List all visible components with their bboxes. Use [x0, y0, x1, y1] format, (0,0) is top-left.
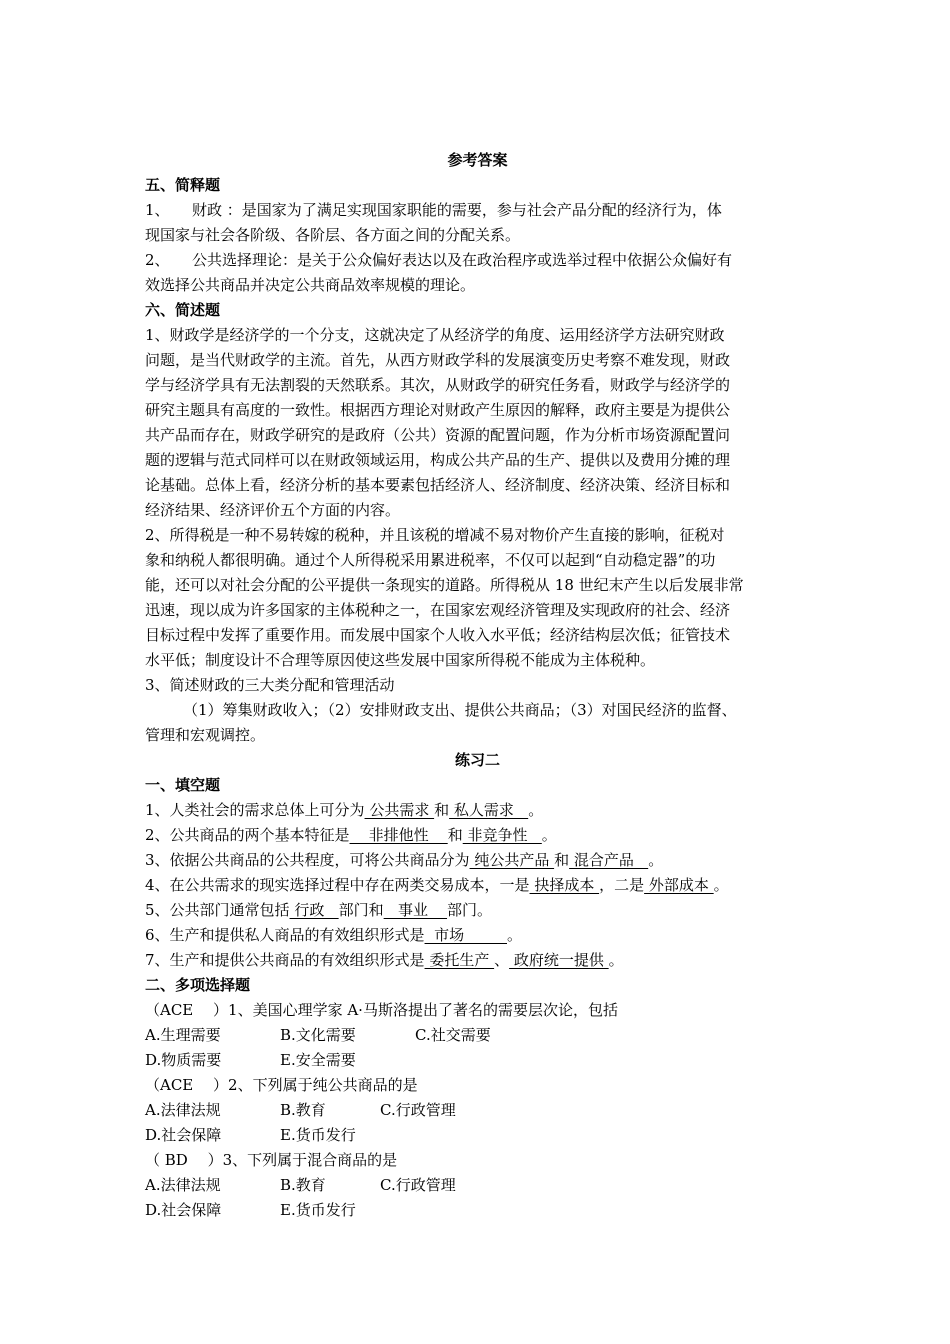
sec6-item2-line: 水平低；制度设计不合理等原因使这些发展中国家所得税不能成为主体税种。: [145, 651, 656, 669]
section-6-heading: 六、简述题: [145, 301, 221, 319]
sec6-item3-title: 3、简述财政的三大类分配和管理活动: [145, 676, 395, 694]
fill-q2-end: 。: [541, 826, 557, 844]
option: E.货币发行: [280, 1201, 356, 1219]
option: A.生理需要: [145, 1026, 221, 1044]
fill-q3-mid: 和: [554, 851, 570, 869]
fill-q7-mid: 、: [494, 951, 510, 969]
sec6-item1-line: 经济结果、经济评价五个方面的内容。: [145, 501, 401, 519]
fill-q5-mid: 部门和: [338, 901, 384, 919]
fill-q1-mid: 和: [434, 801, 450, 819]
fill-q2-answer-1: 非排他性: [349, 826, 448, 844]
fill-q7-end: 。: [608, 951, 624, 969]
option: E.货币发行: [280, 1126, 356, 1144]
fill-q3-answer-2: 混合产品: [569, 851, 649, 869]
fill-q6-end: 。: [507, 926, 523, 944]
sec5-item2-line1: 2、 公共选择理论：是关于公众偏好表达以及在政治程序或选举过程中依据公众偏好有: [145, 251, 733, 269]
sec5-item1-line2: 现国家与社会各阶级、各阶层、各方面之间的分配关系。: [145, 226, 521, 244]
option: D.物质需要: [145, 1051, 222, 1069]
fill-q7: [145, 948, 810, 973]
fill-q4-answer-2: 外部成本: [644, 876, 714, 894]
fill-q1-end: 。: [528, 801, 544, 819]
fill-q5-text: 5、公共部门通常包括: [145, 901, 290, 919]
option: A.法律法规: [145, 1101, 221, 1119]
option: C.社交需要: [415, 1026, 491, 1044]
fill-q4-answer-1: 抉择成本: [529, 876, 600, 894]
section-5-heading: 五、简释题: [145, 176, 221, 194]
fill-q6: [145, 923, 810, 948]
fill-q4: [145, 873, 810, 898]
option: B.教育: [280, 1176, 326, 1194]
multi-q2-options-row2: [145, 1123, 810, 1148]
fill-q7-text: 7、生产和提供公共商品的有效组织形式是: [145, 951, 425, 969]
sec6-item1-line: 学与经济学具有无法割裂的天然联系。其次，从财政学的研究任务看，财政学与经济学的: [145, 376, 731, 394]
sec5-item1-line1: 1、 财政 ：是国家为了满足实现国家职能的需要，参与社会产品分配的经济行为，体: [145, 201, 722, 219]
fill-heading: 一、填空题: [145, 776, 221, 794]
option: C.行政管理: [380, 1101, 456, 1119]
multi-q3-options-row2: [145, 1198, 810, 1223]
sec6-item1-line: 研究主题具有高度的一致性。根据西方理论对财政产生原因的解释，政府主要是为提供公: [145, 401, 731, 419]
sec6-item2-line: 目标过程中发挥了重要作用。而发展中国家个人收入水平低；经济结构层次低；征管技术: [145, 626, 731, 644]
option: C.行政管理: [380, 1176, 456, 1194]
multi-heading: 二、多项选择题: [145, 976, 251, 994]
multi-q2-stem: （ACE ）2、下列属于纯公共商品的是: [145, 1076, 418, 1094]
multi-q1-options-row2: [145, 1048, 810, 1073]
fill-q3-answer-1: 纯公共产品: [469, 851, 555, 869]
option: B.文化需要: [280, 1026, 356, 1044]
fill-q1-answer-2: 私人需求: [449, 801, 529, 819]
fill-q3-text: 3、依据公共商品的公共程度，可将公共商品分为: [145, 851, 470, 869]
multi-q1-options-row1: [145, 1023, 810, 1048]
sec6-item3-line1: （1）筹集财政收入；（2）安排财政支出、提供公共商品；（3）对国民经济的监督、: [183, 701, 737, 719]
fill-q6-text: 6、生产和提供私人商品的有效组织形式是: [145, 926, 425, 944]
fill-q2-mid: 和: [447, 826, 463, 844]
fill-q2: [145, 823, 810, 848]
fill-q4-mid: ，二是: [599, 876, 645, 894]
fill-q3-end: 。: [648, 851, 664, 869]
fill-q1-answer-1: 公共需求: [364, 801, 435, 819]
sec5-item2-line2: 效选择公共商品并决定公共商品效率规模的理论。: [145, 276, 476, 294]
fill-q5-end: 部门。: [447, 901, 493, 919]
multi-q3-stem: （ BD ）3、下列属于混合商品的是: [145, 1151, 398, 1169]
sec6-item2-line: 迅速，现以成为许多国家的主体税种之一，在国家宏观经济管理及实现政府的社会、经济: [145, 601, 731, 619]
sec6-item2-line: 2、所得税是一种不易转嫁的税种，并且该税的增减不易对物价产生直接的影响，征税对: [145, 526, 725, 544]
fill-q1-text: 1、人类社会的需求总体上可分为: [145, 801, 365, 819]
fill-q4-text: 4、在公共需求的现实选择过程中存在两类交易成本，一是: [145, 876, 530, 894]
fill-q3: [145, 848, 810, 873]
fill-q5: [145, 898, 810, 923]
sec6-item1-line: 1、财政学是经济学的一个分支，这就决定了从经济学的角度、运用经济学方法研究财政: [145, 326, 725, 344]
multi-q2-options-row1: [145, 1098, 810, 1123]
answer-title: 参考答案: [447, 151, 508, 169]
option: A.法律法规: [145, 1176, 221, 1194]
sec6-item3-line2: 管理和宏观调控。: [145, 726, 266, 744]
fill-q1: [145, 798, 810, 823]
fill-q2-text: 2、公共商品的两个基本特征是: [145, 826, 350, 844]
fill-q5-answer-2: 事业: [383, 901, 448, 919]
option: D.社会保障: [145, 1126, 222, 1144]
fill-q7-answer-1: 委托生产: [424, 951, 495, 969]
fill-q6-answer-1: 市场: [424, 926, 507, 944]
option: B.教育: [280, 1101, 326, 1119]
sec6-item1-line: 共产品而存在，财政学研究的是政府（公共）资源的配置问题，作为分析市场资源配置问: [145, 426, 731, 444]
fill-q2-answer-2: 非竞争性: [462, 826, 542, 844]
sec6-item2-line: 能，还可以对社会分配的公平提供一条现实的道路。所得税从 18 世纪末产生以后发展非常: [145, 576, 744, 594]
fill-q4-end: 。: [713, 876, 729, 894]
fill-q7-answer-2: 政府统一提供: [509, 951, 609, 969]
option: E.安全需要: [280, 1051, 356, 1069]
document-page: [145, 148, 810, 1223]
fill-q5-answer-1: 行政: [289, 901, 339, 919]
multi-q1-stem: （ACE ）1、美国心理学家 A·马斯洛提出了著名的需要层次论，包括: [145, 1001, 618, 1019]
sec6-item1-line: 论基础。总体上看，经济分析的基本要素包括经济人、经济制度、经济决策、经济目标和: [145, 476, 731, 494]
practice-title: 练习二: [454, 751, 500, 769]
sec6-item2-line: 象和纳税人都很明确。通过个人所得税采用累进税率，不仅可以起到“自动稳定器”的功: [145, 551, 716, 569]
multi-q3-options-row1: [145, 1173, 810, 1198]
option: D.社会保障: [145, 1201, 222, 1219]
sec6-item1-line: 题的逻辑与范式同样可以在财政领域运用，构成公共产品的生产、提供以及费用分摊的理: [145, 451, 731, 469]
sec6-item1-line: 问题，是当代财政学的主流。首先，从西方财政学科的发展演变历史考察不难发现，财政: [145, 351, 731, 369]
